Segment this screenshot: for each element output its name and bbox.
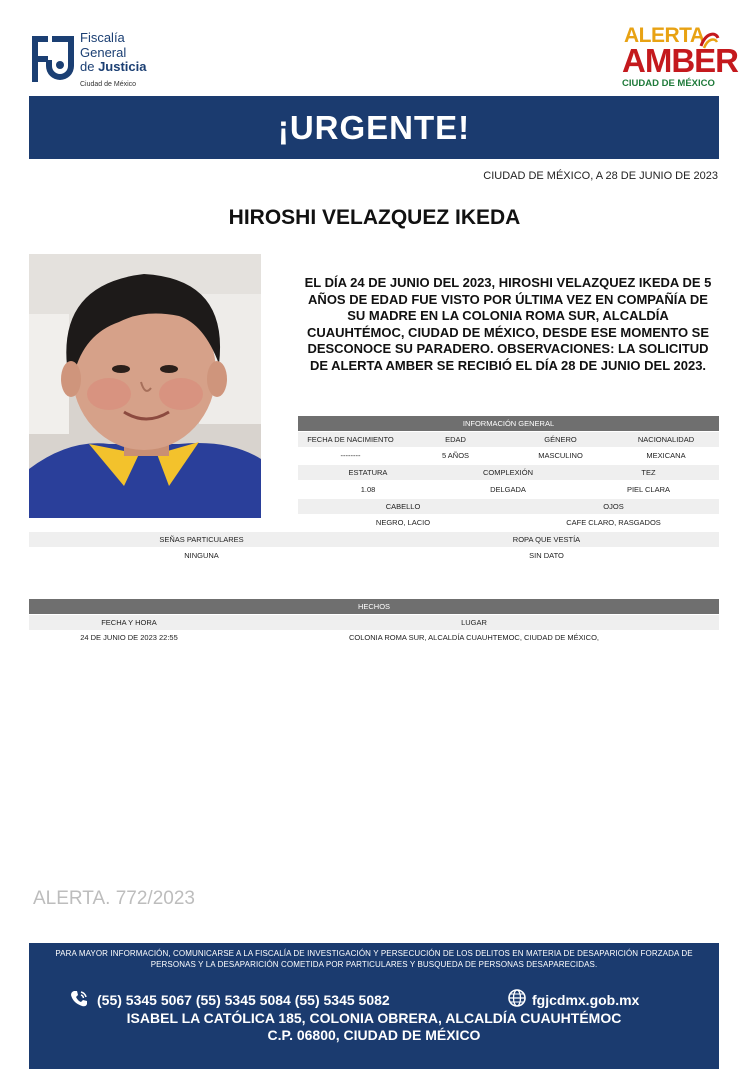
label-senas-particulares: SEÑAS PARTICULARES — [159, 535, 244, 544]
value-estatura: 1.08 — [360, 485, 376, 494]
label-edad: EDAD — [445, 435, 466, 444]
value-ropa: SIN DATO — [529, 551, 564, 560]
info-values-row-3 — [298, 515, 719, 530]
label-ropa: ROPA QUE VESTÍA — [512, 535, 581, 544]
hechos-labels-row — [29, 615, 719, 630]
value-complexion: DELGADA — [490, 485, 526, 494]
info-labels-row-4 — [29, 532, 719, 547]
alerta-amber-logo: ALERTA AMBER CIUDAD DE MÉXICO — [622, 24, 738, 89]
footer-contact-panel — [29, 943, 719, 1069]
value-nacionalidad: MEXICANA — [646, 451, 686, 460]
info-values-row-1 — [298, 448, 719, 463]
value-edad: 5 AÑOS — [441, 451, 470, 460]
info-labels-row-2 — [298, 465, 719, 480]
info-general-header: INFORMACIÓN GENERAL — [298, 416, 719, 431]
globe-icon — [507, 988, 527, 1008]
case-description: EL DÍA 24 DE JUNIO DEL 2023, HIROSHI VELAZQUEZ IKEDA DE 5 AÑOS DE EDAD FUE VISTO POR ÚLTIMA VEZ EN COMPAÑÍA DE SU MADRE EN LA COLONIA ROMA SUR, ALCALDÍA CUAUHTÉMOC, CIUDAD DE MÉXICO, DESDE ESE MOMENTO SE DESCONOCE SU PARADERO. OBSERVACIONES: LA SOLICITUD DE ALERTA AMBER SE RECIBIÓ EL DÍA 28 DE JUNIO DEL 2023. — [304, 275, 712, 373]
label-genero: GÉNERO — [544, 435, 577, 444]
label-cabello: CABELLO — [385, 502, 421, 511]
info-labels-row-1 — [298, 432, 719, 447]
footer-website: fgjcdmx.gob.mx — [532, 992, 640, 1008]
phone-icon — [69, 989, 89, 1009]
info-labels-row-3 — [298, 499, 719, 514]
urgent-banner: ¡URGENTE! — [29, 96, 719, 159]
alert-number: ALERTA. 772/2023 — [33, 888, 195, 909]
label-lugar: LUGAR — [461, 618, 487, 627]
fgj-logo — [28, 28, 78, 88]
label-tez: TEZ — [641, 468, 656, 477]
info-values-row-4 — [29, 548, 719, 563]
label-fecha-hora: FECHA Y HORA — [101, 618, 157, 627]
value-cabello: NEGRO, LACIO — [375, 518, 431, 527]
footer-info-text: PARA MAYOR INFORMACIÓN, COMUNICARSE A LA FISCALÍA DE INVESTIGACIÓN Y PERSECUCIÓN DE LOS DELITOS EN MATERIA DE DESAPARICIÓN FORZADA DE PERSONAS Y LA DESAPARICIÓN COMETIDA POR PARTICULARES Y BUSQUEDA DE PERSONAS DESAPARECIDAS. — [55, 949, 693, 969]
value-ojos: CAFE CLARO, RASGADOS — [566, 518, 661, 527]
label-fecha-nacimiento: FECHA DE NACIMIENTO — [307, 435, 394, 444]
value-fecha-nacimiento: -------- — [340, 451, 361, 460]
info-values-row-2 — [298, 482, 719, 497]
date-line: CIUDAD DE MÉXICO, A 28 DE JUNIO DE 2023 — [483, 170, 718, 182]
value-senas-particulares: NINGUNA — [184, 551, 219, 560]
fgj-wordmark: Fiscalía General de Justicia Ciudad de México — [80, 30, 147, 88]
footer-address — [29, 1010, 719, 1044]
hechos-header: HECHOS — [29, 599, 719, 614]
hechos-values-row — [29, 631, 719, 646]
label-nacionalidad: NACIONALIDAD — [637, 435, 695, 444]
footer-address-line-1: ISABEL LA CATÓLICA 185, COLONIA OBRERA, ALCALDÍA CUAUHTÉMOC — [126, 1010, 622, 1026]
value-tez: PIEL CLARA — [626, 485, 671, 494]
value-lugar: COLONIA ROMA SUR, ALCALDÍA CUAUHTEMOC, CIUDAD DE MÉXICO, — [348, 633, 600, 642]
footer-phone-numbers: (55) 5345 5067 (55) 5345 5084 (55) 5345 5082 — [97, 992, 390, 1008]
value-fecha-hora: 24 DE JUNIO DE 2023 22:55 — [80, 633, 178, 642]
label-complexion: COMPLEXIÓN — [482, 468, 533, 477]
value-genero: MASCULINO — [538, 451, 583, 460]
missing-person-photo — [29, 254, 261, 518]
footer-address-line-2: C.P. 06800, CIUDAD DE MÉXICO — [267, 1027, 481, 1043]
label-estatura: ESTATURA — [348, 468, 388, 477]
label-ojos: OJOS — [603, 502, 624, 511]
person-name: HIROSHI VELAZQUEZ IKEDA — [228, 206, 521, 229]
